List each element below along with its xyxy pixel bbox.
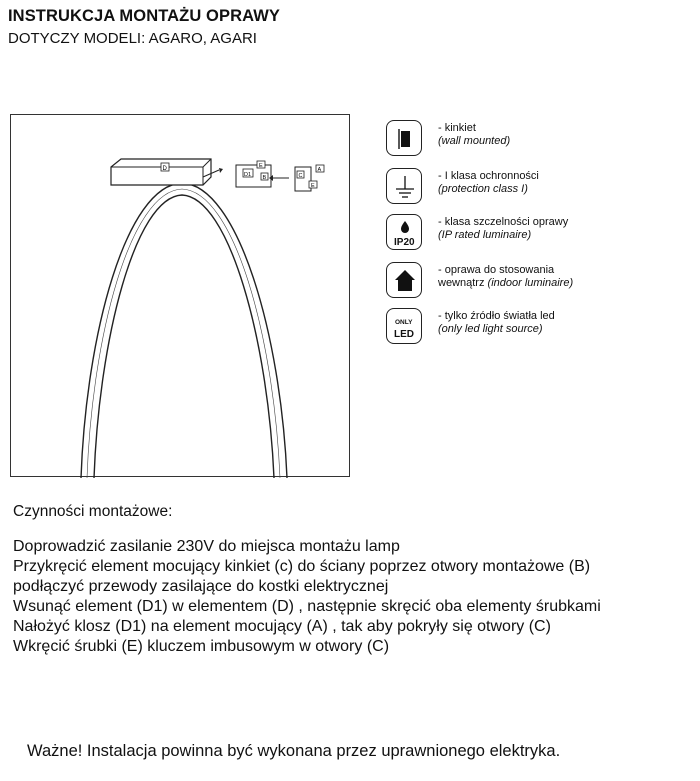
step-item: Wsunąć element (D1) w elementem (D) , następnie skręcić oba elementy śrubkami: [13, 598, 601, 615]
assembly-diagram: [10, 114, 350, 477]
step-item: podłączyć przewody zasilające do kostki elektrycznej: [13, 578, 389, 595]
lamp-ring-outer: [81, 183, 287, 478]
legend-row-ip: [386, 214, 686, 254]
wall-mounted-icon: [386, 120, 422, 156]
led-glyph: LED: [394, 329, 414, 340]
step-item: Wkręcić śrubki (E) kluczem imbusowym w otwory (C): [13, 638, 390, 655]
protection-class-icon: [386, 168, 422, 204]
legend-wall-en: (wall mounted): [438, 135, 511, 147]
legend-row-class: [386, 168, 686, 208]
assembly-steps: [13, 537, 601, 657]
label-b: B: [262, 175, 267, 181]
step-item: Przykręcić element mocujący kinkiet (c) do ściany poprzez otwory montażowe (B): [13, 558, 591, 575]
label-e2: E: [311, 183, 315, 189]
legend-ip-pl: - klasa szczelności oprawy: [438, 216, 569, 228]
step-item: Doprowadzić zasilanie 230V do miejsca montażu lamp: [13, 538, 400, 555]
label-d: D: [162, 166, 167, 172]
indoor-icon: [386, 262, 422, 298]
ip20-glyph: IP20: [394, 237, 415, 248]
lamp-ring-mid: [87, 189, 280, 478]
ip20-icon: [386, 214, 422, 250]
legend-indoor-pl: - oprawa do stosowania: [438, 264, 555, 276]
legend-wall-pl: - kinkiet: [438, 122, 476, 134]
warning-note: Ważne! Instalacja powinna być wykonana przez uprawnionego elektryka.: [27, 742, 561, 760]
only-led-icon: [386, 308, 422, 344]
legend-class-pl: - I klasa ochronności: [438, 170, 539, 182]
assembly-drawing: [11, 115, 351, 478]
lamp-ring-inner: [94, 195, 274, 478]
label-c: C: [298, 173, 303, 179]
page-subtitle: DOTYCZY MODELI: AGARO, AGARI: [8, 30, 257, 47]
legend-led-pl: - tylko źródło światła led: [438, 310, 555, 322]
legend-led-en: (only led light source): [438, 323, 543, 335]
only-glyph: ONLY: [395, 319, 413, 326]
page-title: INSTRUKCJA MONTAŻU OPRAWY: [8, 7, 280, 25]
label-a: A: [317, 167, 322, 173]
label-e: E: [259, 163, 263, 169]
legend-row-wall: [386, 120, 686, 160]
legend-ip-en: (IP rated luminaire): [438, 229, 532, 241]
legend-indoor-pl2: wewnątrz: [438, 277, 485, 289]
legend-class-en: (protection class I): [438, 183, 528, 195]
legend-indoor-en: (indoor luminaire): [487, 277, 574, 289]
steps-title: Czynności montażowe:: [13, 503, 173, 520]
step-item: Nałożyć klosz (D1) na element mocujący (A) , tak aby pokryły się otwory (C): [13, 618, 551, 635]
legend-row-indoor: [386, 262, 686, 302]
label-d1: D1: [244, 172, 252, 178]
legend-row-led: [386, 308, 686, 348]
